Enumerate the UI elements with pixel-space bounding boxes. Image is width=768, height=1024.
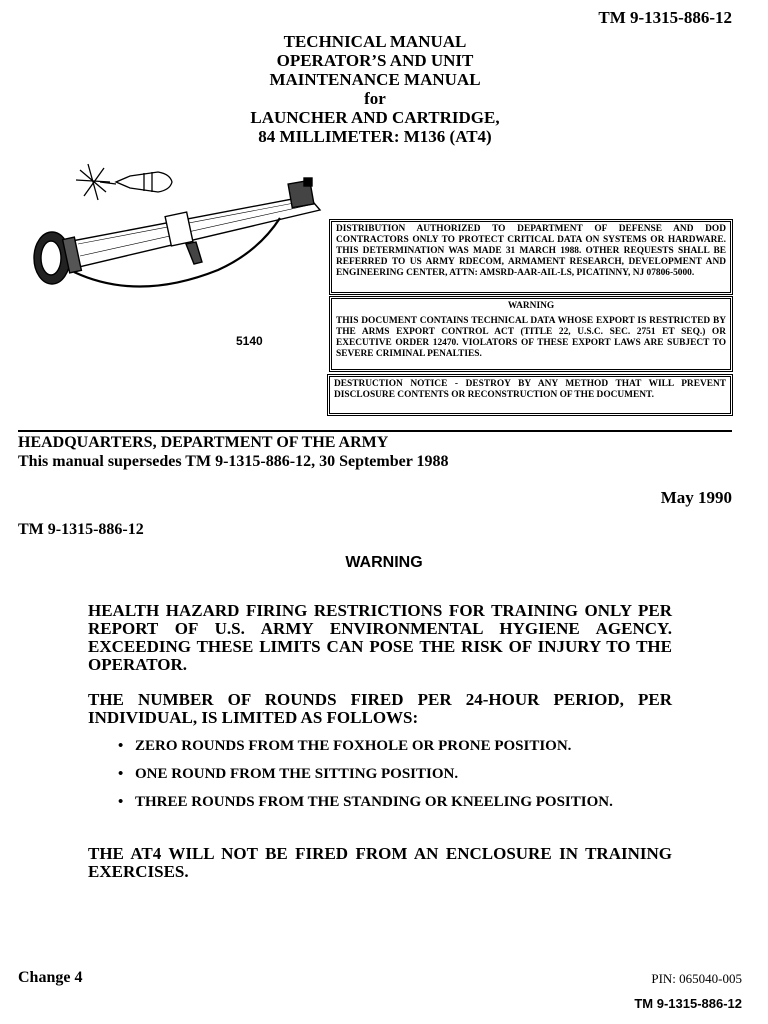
launcher-illustration	[18, 152, 343, 322]
warning-paragraph-rounds: THE NUMBER OF ROUNDS FIRED PER 24-HOUR PERIOD, PER INDIVIDUAL, IS LIMITED AS FOLLOWS:	[88, 690, 672, 727]
destruction-notice: DESTRUCTION NOTICE - DESTROY BY ANY METHOD THAT WILL PREVENT DISCLOSURE CONTENTS OR RECONSTRUCTION OF THE DOCUMENT.	[329, 376, 731, 414]
bullet-icon: •	[118, 794, 124, 810]
title-line: for	[364, 89, 386, 108]
list-item	[118, 766, 642, 783]
headquarters: HEADQUARTERS, DEPARTMENT OF THE ARMY	[18, 434, 389, 451]
warning-paragraph-health: HEALTH HAZARD FIRING RESTRICTIONS FOR TRAINING ONLY PER REPORT OF U.S. ARMY ENVIRONMENTAL HYGIENE AGENCY. EXCEEDING THESE LIMITS CAN POSE THE RISK OF INJURY TO THE OPERATOR.	[88, 601, 672, 674]
list-item-text: ONE ROUND FROM THE SITTING POSITION.	[135, 766, 459, 782]
export-warning-text: THIS DOCUMENT CONTAINS TECHNICAL DATA WHOSE EXPORT IS RESTRICTED BY THE ARMS EXPORT CONTROL ACT (TITLE 22, U.S.C. SEC. 2751 ET SEQ.) OR EXECUTIVE ORDER 12470. VIOLATORS OF THESE EXPORT LAWS ARE SUBJECT TO SEVERE CRIMINAL PENALTIES.	[336, 316, 726, 359]
launcher-tube-icon	[34, 178, 320, 287]
manual-title	[200, 32, 550, 146]
list-item-text: THREE ROUNDS FROM THE STANDING OR KNEELING POSITION.	[135, 794, 613, 810]
warning-title: WARNING	[345, 554, 423, 571]
cartridge-fin-icon	[76, 164, 116, 200]
title-line: OPERATOR’S AND UNIT	[276, 51, 474, 70]
title-line: LAUNCHER AND CARTRIDGE,	[250, 108, 500, 127]
bullet-icon: •	[118, 766, 124, 782]
distribution-statement: DISTRIBUTION AUTHORIZED TO DEPARTMENT OF DEFENSE AND DOD CONTRACTORS ONLY TO PROTECT CRITICAL DATA ON SYSTEMS OR HARDWARE. THIS DETERMINATION WAS MADE 31 MARCH 1988. OTHER REQUESTS SHALL BE REFERRED TO US ARMY RDECOM, ARMAMENT RESEARCH, DEVELOPMENT AND ENGINEERING CENTER, ATTN: AMSRD-AAR-AIL-LS, PICATINNY, NJ 07806-5000.	[331, 221, 731, 293]
figure-number: 5140	[236, 334, 263, 348]
tm-number-footer: TM 9-1315-886-12	[634, 996, 742, 1011]
title-line: 84 MILLIMETER: M136 (AT4)	[258, 127, 492, 146]
export-warning-box	[331, 298, 731, 370]
change-number: Change 4	[18, 969, 83, 986]
publication-date: May 1990	[660, 488, 732, 507]
title-line: TECHNICAL MANUAL	[283, 32, 467, 51]
bullet-icon: •	[118, 738, 124, 754]
warning-paragraph-enclosure: THE AT4 WILL NOT BE FIRED FROM AN ENCLOSURE IN TRAINING EXERCISES.	[88, 844, 672, 881]
rounds-list	[118, 738, 642, 822]
tm-number-page2: TM 9-1315-886-12	[18, 521, 144, 538]
supersedes-note: This manual supersedes TM 9-1315-886-12, 30 September 1988	[18, 453, 449, 470]
divider	[18, 430, 732, 432]
tm-number-header: TM 9-1315-886-12	[598, 8, 732, 27]
title-line: MAINTENANCE MANUAL	[269, 70, 481, 89]
list-item	[118, 794, 642, 811]
list-item-text: ZERO ROUNDS FROM THE FOXHOLE OR PRONE POSITION.	[135, 738, 572, 754]
cartridge-warhead-icon	[116, 172, 172, 192]
export-warning-heading: WARNING	[507, 301, 555, 311]
list-item	[118, 738, 642, 755]
pin-number: PIN: 065040-005	[651, 971, 742, 986]
